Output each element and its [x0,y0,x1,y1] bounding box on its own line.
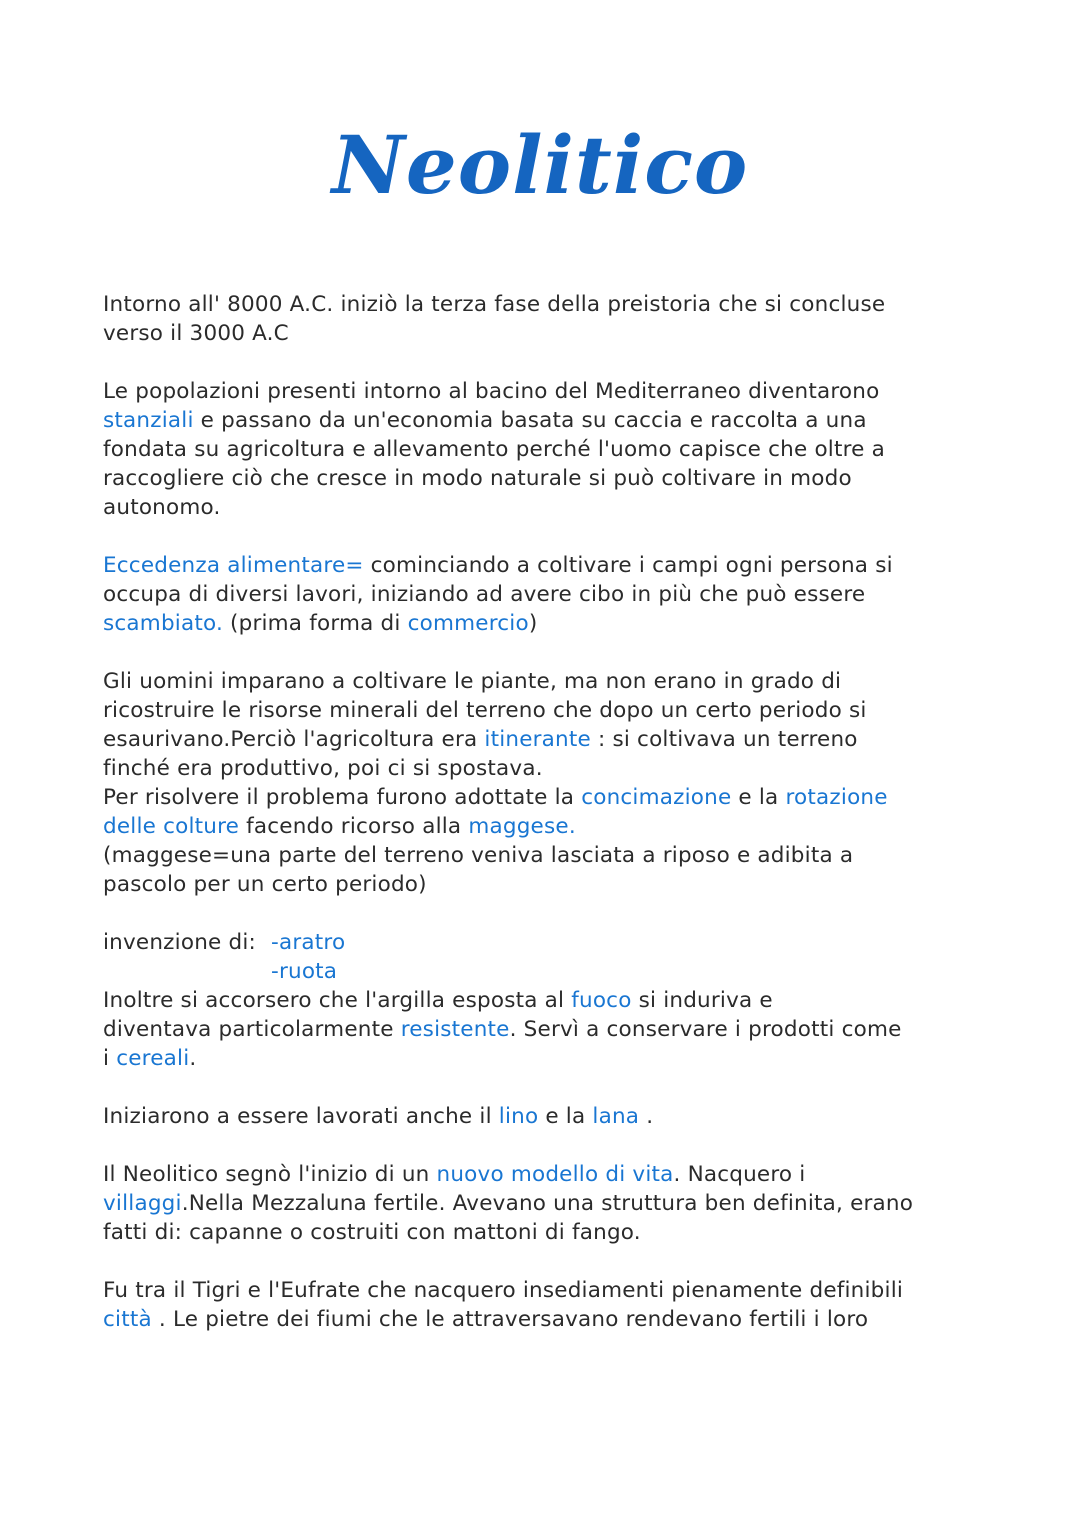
text-line: (prima forma di [222,611,408,636]
inventions-list [103,928,983,957]
paragraph-surplus [103,551,983,638]
paragraph-textiles [103,1102,983,1131]
paragraph-populations [103,377,983,522]
text-line: Inoltre si accorsero che l'argilla esposta al [103,988,572,1013]
text-line: . Nacquero i [673,1162,806,1187]
keyword-nuovo-modello: nuovo modello di vita [436,1162,674,1187]
keyword-lino: lino [498,1104,539,1129]
paragraph-intro [103,290,983,348]
text-line: . [639,1104,654,1129]
text-line: pascolo per un certo periodo) [103,872,427,897]
text-line: finché era produttivo, poi ci si spostava. [103,756,543,781]
text-line: Il Neolitico segnò l'inizio di un [103,1162,437,1187]
text-line: ) [528,611,538,636]
paragraph-agriculture [103,667,983,899]
text-line: esaurivano.Perciò l'agricoltura era [103,727,485,752]
text-line: Le popolazioni presenti intorno al bacino del Mediterraneo diventarono [103,379,880,404]
text-line: .Nella Mezzaluna fertile. Avevano una struttura ben definita, erano [181,1191,914,1216]
keyword-itinerante: itinerante [484,727,591,752]
text-line: ricostruire le risorse minerali del terreno che dopo un certo periodo si [103,698,867,723]
text-line: : si coltivava un terreno [590,727,858,752]
text-line: cominciando a coltivare i campi ogni persona si [363,553,893,578]
text-line: diventava particolarmente [103,1017,401,1042]
text-line: si induriva e [631,988,773,1013]
text-line: Fu tra il Tigri e l'Eufrate che nacquero insediamenti pienamente definibili [103,1278,904,1303]
text-line: e la [538,1104,593,1129]
text-row [103,1044,983,1073]
text-line: Intorno all' 8000 A.C. iniziò la terza fase della preistoria che si concluse [103,292,886,317]
text-line: raccogliere ciò che cresce in modo naturale si può coltivare in modo [103,466,852,491]
text-line: occupa di diversi lavori, iniziando ad avere cibo in più che può essere [103,582,866,607]
paragraph-cities [103,1276,983,1334]
paragraph-villages [103,1160,983,1247]
text-line: Gli uomini imparano a coltivare le piante, ma non erano in grado di [103,669,842,694]
text-line: fondata su agricoltura e allevamento perché l'uomo capisce che oltre a [103,437,886,462]
text-line: fatti di: capanne o costruiti con mattoni di fango. [103,1220,641,1245]
text-line: facendo ricorso alla [239,814,469,839]
keyword-villaggi: villaggi [103,1191,182,1216]
invention-item-ruota: -ruota [271,959,338,984]
keyword-rotazione: rotazione [785,785,888,810]
text-line: verso il 3000 A.C [103,321,289,346]
invention-item-aratro: -aratro [271,930,346,955]
keyword-scambiato: scambiato. [103,611,223,636]
keyword-concimazione: concimazione [581,785,732,810]
text-line: i [103,1046,117,1071]
keyword-maggese: maggese. [468,814,576,839]
keyword-citta: città [103,1307,152,1332]
text-line: . [189,1046,197,1071]
keyword-fuoco: fuoco [571,988,632,1013]
text-line: Iniziarono a essere lavorati anche il [103,1104,499,1129]
keyword-commercio: commercio [407,611,529,636]
text-line: . Le pietre dei fiumi che le attraversavano rendevano fertili i loro [151,1307,869,1332]
text-line: Per risolvere il problema furono adottate la [103,785,582,810]
text-row [103,986,983,1015]
text-line: (maggese=una parte del terreno veniva lasciata a riposo e adibita a [103,843,854,868]
keyword-eccedenza: Eccedenza alimentare= [103,553,364,578]
text-line: e la [731,785,786,810]
text-line: autonomo. [103,495,221,520]
inventions-label: invenzione di: [103,930,256,955]
text-line: e passano da un'economia basata su caccia e raccolta a una [193,408,867,433]
paragraph-inventions [103,928,983,1073]
text-row [103,1015,983,1044]
keyword-stanziali: stanziali [103,408,194,433]
text-line: . Servì a conservare i prodotti come [509,1017,902,1042]
page-title: Neolitico [331,118,749,212]
note-body [103,290,983,1334]
keyword-delle-colture: delle colture [103,814,240,839]
keyword-cereali: cereali [116,1046,190,1071]
inventions-list-row [103,957,983,986]
keyword-resistente: resistente [400,1017,510,1042]
keyword-lana: lana [592,1104,640,1129]
